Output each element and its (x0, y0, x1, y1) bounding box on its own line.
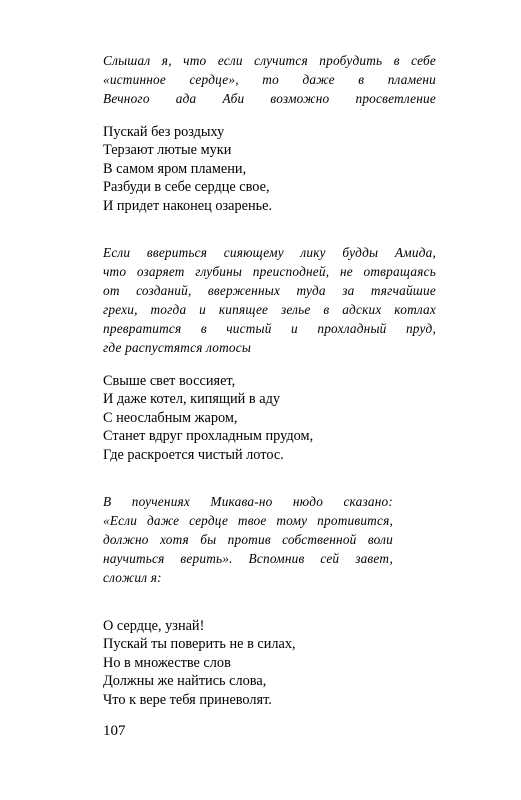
prose-line: что озаряет глубины преисподней, не отвращаясь (103, 264, 436, 279)
prose-line: В поучениях Микава-но нюдо сказано: (103, 494, 393, 509)
prose-line: Вечного ада Аби возможно просветление (103, 91, 436, 106)
prose-line: где распустятся лотосы (103, 340, 252, 355)
poem-line: И даже котел, кипящий в аду (103, 391, 280, 408)
prose-line: от созданий, ввержeнных туда за тягчайшие (103, 283, 436, 298)
prose-line: Слышал я, что если случится пробудить в себе (103, 53, 436, 68)
poem-line: Пускай ты поверить не в силах, (103, 636, 296, 653)
poem-line: Но в множестве слов (103, 654, 231, 671)
page-number: 107 (103, 723, 126, 739)
poem-3 (103, 617, 296, 709)
poem-line: О сердце, узнай! (103, 618, 205, 634)
poem-2 (103, 372, 313, 464)
prose-line: научиться верить». Вспомнив сей завет, (103, 551, 393, 566)
poem-line: Свыше свет воссияет, (103, 373, 236, 389)
prose-line: грехи, тогда и кипящее зелье в адских котлах (103, 302, 436, 317)
prose-intro-2 (103, 243, 436, 357)
prose-line: «Если даже сердце твое тому противится, (103, 513, 393, 528)
poem-line: С неослабным жаром, (103, 409, 238, 426)
poem-line: Где раскроется чистый лотос. (103, 446, 284, 463)
poem-line: И придет наконец озаренье. (103, 197, 273, 214)
prose-line: превратится в чистый и прохладный пруд, (103, 321, 436, 336)
poem-line: Станет вдруг прохладным прудом, (103, 428, 314, 445)
poem-line: Должны же найтись слова, (103, 673, 267, 690)
prose-line: «истинное сердце», то даже в пламени (103, 72, 436, 87)
prose-intro-1 (103, 51, 436, 108)
prose-line: сложил я: (103, 570, 162, 585)
poem-line: В самом яром пламени, (103, 160, 247, 177)
poem-line: Что к вере тебя приневолят. (103, 691, 272, 708)
prose-intro-3 (103, 492, 393, 587)
poem-1 (103, 123, 272, 215)
poem-line: Разбуди в себе сердце свое, (103, 179, 270, 196)
poem-line: Терзают лютые муки (103, 142, 232, 159)
poem-line: Пускай без роздыху (103, 124, 225, 140)
prose-line: Если ввериться сияющему лику будды Амида, (103, 245, 436, 260)
prose-line: должно хотя бы против собственной воли (103, 532, 393, 547)
